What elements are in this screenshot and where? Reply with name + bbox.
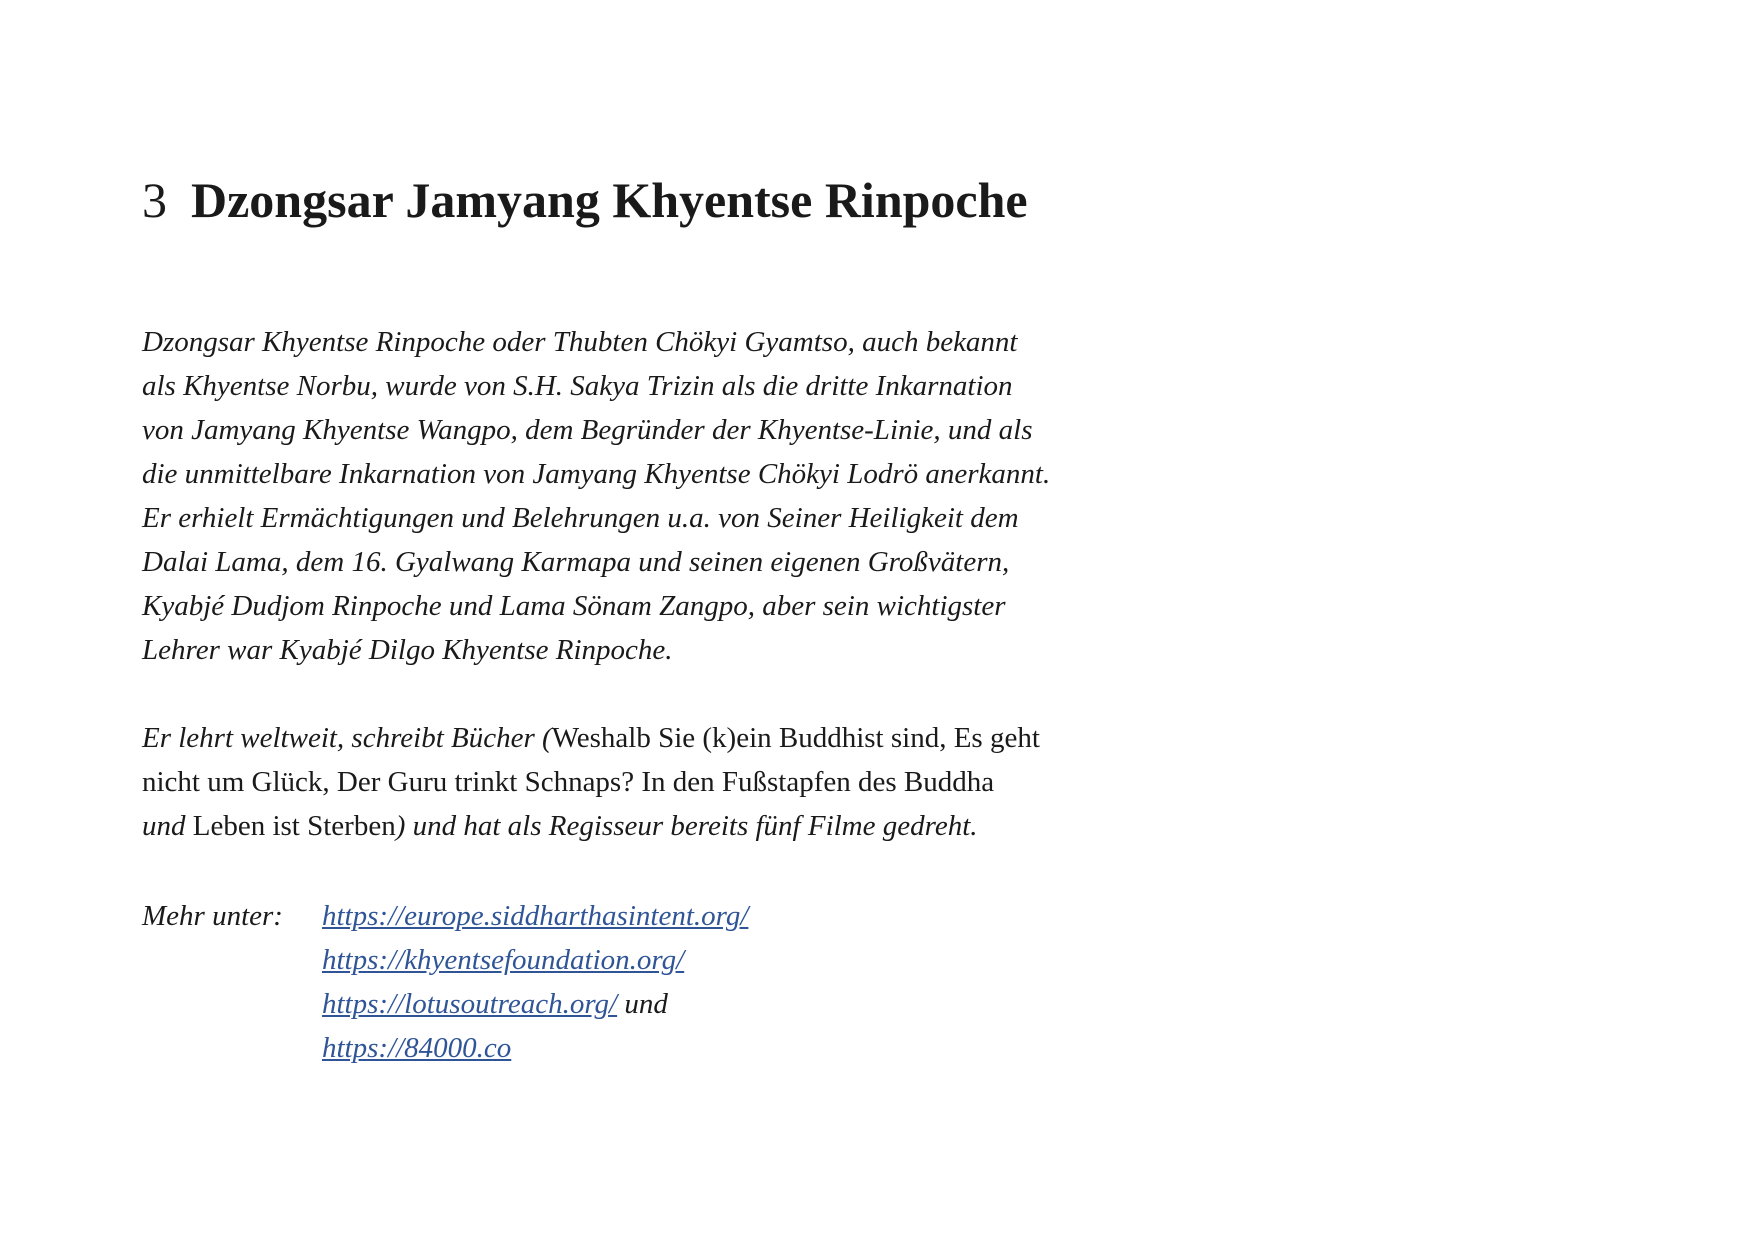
link-khyentse-foundation[interactable]: https://khyentsefoundation.org/	[322, 944, 685, 976]
link-row	[322, 894, 748, 938]
paragraph-line: Kyabjé Dudjom Rinpoche und Lama Sönam Zangpo, aber sein wichtigster	[142, 590, 1006, 622]
section-number: 3	[142, 172, 167, 228]
paragraph-line	[142, 716, 1040, 760]
italic-text: Er lehrt weltweit, schreibt Bücher (	[142, 722, 552, 754]
paragraph-line: Lehrer war Kyabjé Dilgo Khyentse Rinpoche.	[142, 634, 673, 666]
paragraph-line: Er erhielt Ermächtigungen und Belehrungen u.a. von Seiner Heiligkeit dem	[142, 502, 1019, 534]
paragraph-line: Dzongsar Khyentse Rinpoche oder Thubten Chökyi Gyamtso, auch bekannt	[142, 326, 1018, 358]
italic-text: und	[142, 810, 193, 842]
paragraph-line	[142, 804, 1040, 848]
biography-paragraph	[142, 320, 1050, 672]
book-titles-text: Weshalb Sie (k)ein Buddhist sind, Es geht	[551, 722, 1040, 754]
more-label: Mehr unter:	[142, 900, 283, 932]
book-title-text: Leben ist Sterben	[192, 810, 396, 842]
link-row	[322, 938, 748, 982]
italic-text: ) und hat als Regisseur bereits fünf Filme gedreht.	[395, 810, 978, 842]
link-siddharthas-intent[interactable]: https://europe.siddharthasintent.org/	[322, 900, 749, 932]
connector-text: und	[617, 988, 668, 1020]
link-row	[322, 1026, 748, 1070]
paragraph-line	[142, 760, 1040, 804]
book-titles-text: nicht um Glück, Der Guru trinkt Schnaps? In den Fußstapfen des Buddha	[142, 766, 995, 798]
link-lotus-outreach[interactable]: https://lotusoutreach.org/	[322, 988, 618, 1020]
section-title: Dzongsar Jamyang Khyentse Rinpoche	[191, 172, 1028, 228]
paragraph-line: als Khyentse Norbu, wurde von S.H. Sakya Trizin als die dritte Inkarnation	[142, 370, 1013, 402]
paragraph-line: Dalai Lama, dem 16. Gyalwang Karmapa und seinen eigenen Großvätern,	[142, 546, 1010, 578]
link-row	[322, 982, 748, 1026]
books-paragraph	[142, 716, 1040, 848]
link-84000[interactable]: https://84000.co	[322, 1032, 512, 1064]
paragraph-line: von Jamyang Khyentse Wangpo, dem Begründer der Khyentse-Linie, und als	[142, 414, 1033, 446]
paragraph-line: die unmittelbare Inkarnation von Jamyang Khyentse Chökyi Lodrö anerkannt.	[142, 458, 1051, 490]
link-list	[322, 894, 748, 1070]
section-heading	[142, 170, 1028, 230]
